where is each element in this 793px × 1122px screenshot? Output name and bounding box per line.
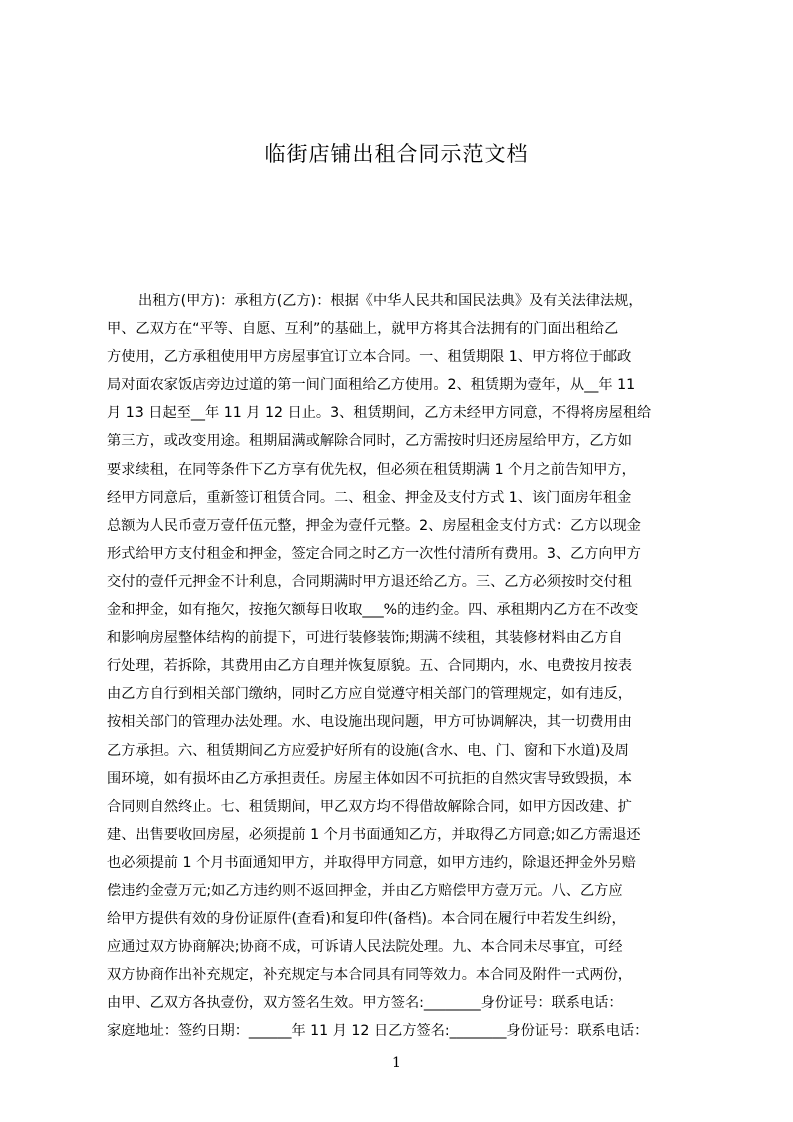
body-line: 总额为人民币壹万壹仟伍元整，押金为壹仟元整。2、房屋租金支付方式：乙方以现金 [107,517,641,534]
page-number: 1 [392,1055,401,1071]
body-line: 方使用，乙方承租使用甲方房屋事宜订立本合同。一、租赁期限 1、甲方将位于邮政 [107,349,632,366]
body-line: 乙方承担。六、租赁期间乙方应爱护好所有的设施(含水、电、门、窗和下水道)及周 [107,742,629,759]
body-line: 月 13 日起至__年 11 月 12 日止。3、租赁期间，乙方未经甲方同意，不得将房屋租给 [107,405,652,422]
body-line: 由甲、乙双方各执壹份，双方签名生效。甲方签名:________身份证号：联系电话： [107,995,623,1012]
body-line: 双方协商作出补充规定，补充规定与本合同具有同等效力。本合同及附件一式两份， [107,967,632,984]
body-line: 形式给甲方支付租金和押金，签定合同之时乙方一次性付清所有费用。3、乙方向甲方 [107,545,641,562]
body-line: 局对面农家饭店旁边过道的第一间门面租给乙方使用。2、租赁期为壹年，从__年 11 [107,377,636,394]
body-line: 偿违约金壹万元;如乙方违约则不返回押金，并由乙方赔偿甲方壹万元。八、乙方应 [107,882,623,899]
body-line: 交付的壹仟元押金不计利息，合同期满时甲方退还给乙方。三、乙方必须按时交付租 [107,573,632,590]
body-line: 按相关部门的管理办法处理。水、电设施出现问题，甲方可协调解决，其一切费用由 [107,714,632,731]
body-line: 合同则自然终止。七、租赁期间，甲乙双方均不得借故解除合同，如甲方因改建、扩 [107,798,632,815]
body-line: 建、出售要收回房屋，必须提前 1 个月书面通知乙方，并取得乙方同意;如乙方需退还 [107,826,641,843]
body-line: 家庭地址：签约日期：______年 11 月 12 日乙方签名:________身份证号：联系电话： [107,1023,649,1040]
body-line: 甲、乙双方在“平等、自愿、互利”的基础上，就甲方将其合法拥有的门面出租给乙 [107,321,619,338]
body-line: 出租方(甲方)：承租方(乙方)：根据《中华人民共和国民法典》及有关法律法规， [138,293,643,309]
body-line: 也必须提前 1 个月书面通知甲方，并取得甲方同意，如甲方违约，除退还押金外另赔 [107,854,636,871]
body-line: 给甲方提供有效的身份证原件(查看)和复印件(备档)。本合同在履行中若发生纠纷， [107,911,626,928]
body-line: 经甲方同意后，重新签订租赁合同。二、租金、押金及支付方式 1、该门面房年租金 [107,489,632,506]
body-line: 金和押金，如有拖欠，按拖欠额每日收取___%的违约金。四、承租期内乙方在不改变 [107,602,639,619]
body-line: 围环境，如有损坏由乙方承担责任。房屋主体如因不可抗拒的自然灾害导致毁损，本 [107,770,632,787]
body-line: 应通过双方协商解决;协商不成，可诉请人民法院处理。九、本合同未尽事宜，可经 [107,939,623,956]
body-line: 要求续租，在同等条件下乙方享有优先权，但必须在租赁期满 1 个月之前告知甲方， [107,461,636,478]
body-line: 第三方，或改变用途。租期届满或解除合同时，乙方需按时归还房屋给甲方，乙方如 [107,433,632,450]
body-line: 行处理，若拆除，其费用由乙方自理并恢复原貌。五、合同期内，水、电费按月按表 [107,658,632,675]
document-title: 临街店铺出租合同示范文档 [264,142,529,166]
contract-body [107,287,697,1046]
body-line: 和影响房屋整体结构的前提下，可进行装修装饰;期满不续租，其装修材料由乙方自 [107,630,623,647]
body-line: 由乙方自行到相关部门缴纳，同时乙方应自觉遵守相关部门的管理规定，如有违反， [107,686,632,703]
